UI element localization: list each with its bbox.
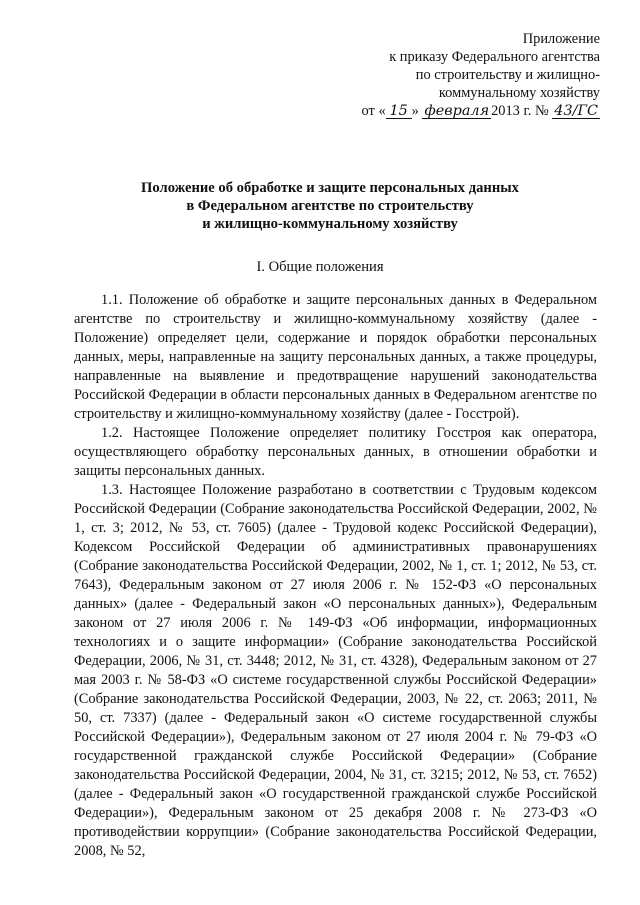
approval-line-4: коммунальному хозяйству: [438, 85, 600, 101]
paragraph-1-2: 1.2. Настоящее Положение определяет политику Госстроя как оператора, осуществляющего обработку персональных данных, в отношении обработки и защиты персональных данных.: [74, 425, 597, 479]
title-line-2: в Федеральном агентстве по строительству: [186, 198, 474, 214]
title-line-1: Положение об обработке и защите персональных данных: [141, 180, 519, 196]
handwritten-order-number: 43/ГС: [554, 103, 598, 119]
approval-line-1: Приложение: [522, 31, 600, 47]
handwritten-day: 15: [386, 104, 412, 119]
approval-line-2: к приказу Федерального агентства: [389, 49, 600, 65]
approval-line-3: по строительству и жилищно-: [415, 67, 600, 83]
date-year: 2013 г. №: [491, 103, 549, 119]
date-mid: »: [411, 103, 419, 119]
handwritten-month: февраля: [424, 103, 490, 119]
approval-date-line: [340, 102, 600, 120]
date-prefix: от «: [361, 103, 386, 119]
paragraph-1-1: 1.1. Положение об обработке и защите персональных данных в Федеральном агентстве по строительству и жилищно-коммунальному хозяйству (далее - Положение) определяет цели, содержание и порядок обработки персональных данных, меры, направленные на защиту персональных данных, а также процедуры, направленные на выявление и предотвращение нарушений законодательства Российской Федерации в области персональных данных в Федеральном агентстве по строительству и жилищно-коммунальному хозяйству (далее - Госстрой).: [74, 292, 597, 422]
section-heading: I. Общие положения: [256, 259, 384, 275]
paragraph-1-3: 1.3. Настоящее Положение разработано в соответствии с Трудовым кодексом Российской Федерации (Собрание законодательства Российской Федерации, 2002, № 1, ст. 3; 2012, № 53, ст. 7605) (далее - Трудовой кодекс Российской Федерации), Кодексом Российской Федерации об административных правонарушениях (Собрание законодательства Российской Федерации, 2002, № 1, ст. 1; 2012, № 53, ст. 7643), Федеральным законом от 27 июля 2006 г. № 152-ФЗ «О персональных данных» (далее - Федеральный закон «О персональных данных»), Федеральным законом от 27 июля 2006 г. № 149-ФЗ «Об информации, информационных технологиях и о защите информации» (Собрание законодательства Российской Федерации, 2006, № 31, ст. 3448; 2012, № 31, ст. 4328), Федеральным законом от 27 мая 2003 г. № 58-ФЗ «О системе государственной службы Российской Федерации» (Собрание законодательства Российской Федерации, 2003, № 22, ст. 2063; 2011, № 50, ст. 7337) (далее - Федеральный закон «О системе государственной службы Российской Федерации»), Федеральным законом от 27 июля 2004 г. № 79-ФЗ «О государственной гражданской службе Российской Федерации» (Собрание законодательства Российской Федерации, 2004, № 31, ст. 3215; 2012, № 53, ст. 7652) (далее - Федеральный закон «О государственной гражданской службе Российской Федерации»), Федеральным законом от 25 декабря 2008 г. № 273-ФЗ «О противодействии коррупции» (Собрание законодательства Российской Федерации, 2008, № 52,: [74, 482, 597, 859]
document-title: [110, 179, 550, 233]
approval-block: [340, 30, 600, 120]
document-body: [74, 291, 597, 861]
title-line-3: и жилищно-коммунальному хозяйству: [202, 216, 458, 232]
